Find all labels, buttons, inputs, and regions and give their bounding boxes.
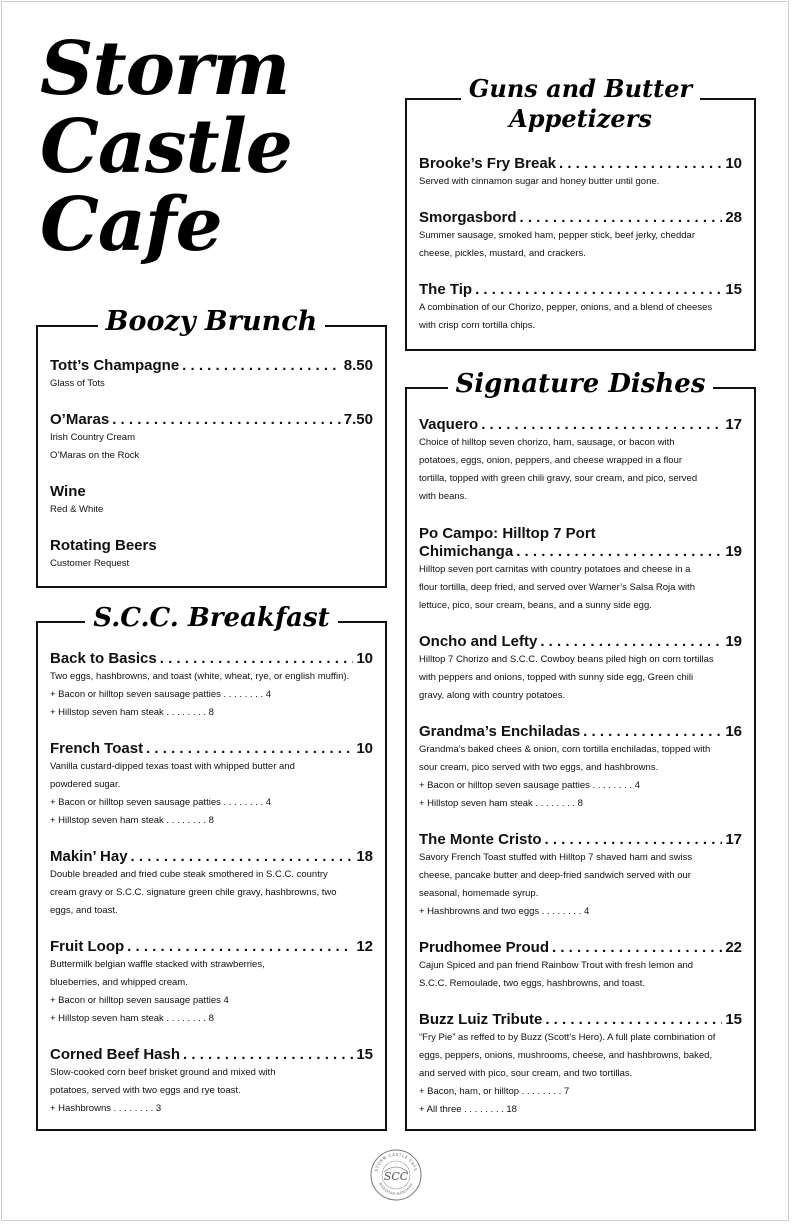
item-price: 17 — [725, 416, 742, 433]
item-addon: + Bacon or hilltop seven sausage patties . . . . . . . . 4 — [419, 780, 641, 791]
item-desc: cream gravy or S.C.C. signature green chile gravy, hashbrowns, two — [50, 887, 337, 898]
item-addon: + Hillstop seven ham steak . . . . . . . . 8 — [50, 1013, 214, 1024]
item-addon: + Hillstop seven ham steak . . . . . . . . 8 — [50, 815, 214, 826]
menu-item — [419, 939, 742, 993]
item-addon: + All three . . . . . . . . 18 — [419, 1104, 517, 1115]
item-desc: potatoes, eggs, onion, peppers, and cheese wrapped in a flour — [419, 455, 683, 466]
item-price: 19 — [725, 543, 742, 560]
item-name: Fruit Loop — [50, 938, 125, 955]
menu-item — [50, 1046, 373, 1118]
menu-item — [419, 1011, 742, 1119]
boozy-brunch-heading: Boozy Brunch — [38, 307, 385, 337]
item-desc: Irish Country Cream — [50, 432, 135, 443]
signature-dishes-heading: Signature Dishes — [407, 369, 754, 399]
item-desc: Choice of hilltop seven chorizo, ham, sausage, or bacon with — [419, 437, 675, 448]
item-desc: flour tortilla, deep fried, and served over Warner’s Salsa Roja with — [419, 582, 695, 593]
item-addon: + Hashbrowns . . . . . . . . 3 — [50, 1103, 162, 1114]
item-desc: with beans. — [419, 491, 468, 502]
menu-item — [50, 740, 373, 830]
item-desc: Two eggs, hashbrowns, and toast (white, wheat, rye, or english muffin). — [50, 671, 350, 682]
item-name: Brooke’s Fry Break — [419, 155, 557, 172]
item-desc: Grandma’s baked chees & onion, corn tortilla enchiladas, topped with — [419, 744, 711, 755]
menu-item — [50, 848, 373, 920]
item-price: 18 — [356, 848, 373, 865]
item-name: Back to Basics — [50, 650, 157, 667]
item-desc: Hilltop 7 Chorizo and S.C.C. Cowboy beans piled high on corn tortillas — [419, 654, 714, 665]
item-price: 12 — [356, 938, 373, 955]
item-desc: Red & White — [50, 504, 104, 515]
item-desc: sour cream, pico served with two eggs, and hashbrowns. — [419, 762, 659, 773]
item-price: 15 — [725, 1011, 742, 1028]
item-price: 10 — [725, 155, 742, 172]
item-price: 15 — [725, 281, 742, 298]
menu-item — [419, 416, 742, 506]
title-line-1: Storm — [40, 26, 290, 112]
item-price: 22 — [725, 939, 742, 956]
item-name: French Toast — [50, 740, 144, 757]
item-desc: and served with pico, sour cream, and two tortillas. — [419, 1068, 633, 1079]
item-desc: gravy, along with country potatoes. — [419, 690, 566, 701]
menu-item — [50, 483, 373, 519]
menu-item — [419, 723, 742, 813]
logo-ring-bottom: BOZEMAN MONTANA — [378, 1182, 414, 1197]
title-line-3: Cafe — [40, 182, 222, 268]
item-price: 10 — [356, 650, 373, 667]
item-price: 10 — [356, 740, 373, 757]
item-name: O’Maras — [50, 411, 110, 428]
title-line-2: Castle — [40, 104, 292, 190]
cafe-title — [40, 26, 292, 268]
item-addon: + Bacon or hilltop seven sausage patties . . . . . . . . 4 — [50, 689, 272, 700]
item-price: 16 — [725, 723, 742, 740]
item-desc: seasonal, homemade syrup. — [419, 888, 539, 899]
item-price: 28 — [725, 209, 742, 226]
item-addon: + Bacon or hilltop seven sausage patties 4 — [50, 995, 229, 1006]
item-name: Buzz Luiz Tribute — [419, 1011, 543, 1028]
boozy-brunch-section — [36, 306, 387, 588]
logo-ring-top: STORM CASTLE CAFE — [373, 1151, 419, 1173]
item-name: Rotating Beers — [50, 537, 157, 554]
item-desc: powdered sugar. — [50, 779, 121, 790]
menu-item — [50, 650, 373, 722]
menu-item — [419, 281, 742, 335]
item-desc: Buttermilk belgian waffle stacked with strawberries, — [50, 959, 265, 970]
scc-logo — [369, 1148, 423, 1202]
menu-item — [419, 633, 742, 705]
item-desc: eggs, peppers, onions, mushrooms, cheese, and hashbrowns, baked, — [419, 1050, 713, 1061]
menu-item — [419, 525, 742, 615]
item-desc: Vanilla custard-dipped texas toast with whipped butter and — [50, 761, 295, 772]
item-desc: Hilltop seven port carnitas with country potatoes and cheese in a — [419, 564, 691, 575]
item-name: Corned Beef Hash — [50, 1046, 181, 1063]
item-addon: + Hillstop seven ham steak . . . . . . . . 8 — [419, 798, 583, 809]
breakfast-section — [36, 603, 387, 1131]
item-desc: A combination of our Chorizo, pepper, onions, and a blend of cheeses — [419, 302, 713, 313]
item-name: Oncho and Lefty — [419, 633, 538, 650]
item-name: Smorgasbord — [419, 209, 517, 226]
item-price: 8.50 — [343, 357, 373, 374]
item-desc: Slow-cooked corn beef brisket ground and mixed with — [50, 1067, 276, 1078]
item-addon: + Hillstop seven ham steak . . . . . . . . 8 — [50, 707, 214, 718]
appetizers-heading — [407, 74, 754, 134]
menu-item — [419, 831, 742, 921]
item-desc: O’Maras on the Rock — [50, 450, 140, 461]
item-name-line-1: Po Campo: Hilltop 7 Port — [419, 525, 596, 542]
item-name: Chimichanga — [419, 543, 514, 560]
item-desc: lettuce, pico, sour cream, beans, and a sunny side egg. — [419, 600, 652, 611]
item-desc: Served with cinnamon sugar and honey butter until gone. — [419, 176, 660, 187]
item-addon: + Bacon or hilltop seven sausage patties . . . . . . . . 4 — [50, 797, 272, 808]
menu-item — [50, 537, 373, 573]
menu-item — [419, 155, 742, 191]
item-desc: eggs, and toast. — [50, 905, 118, 916]
item-desc: Double breaded and fried cube steak smothered in S.C.C. country — [50, 869, 328, 880]
item-desc: with crisp corn tortilla chips. — [419, 320, 536, 331]
menu-item — [50, 411, 373, 465]
item-desc: tortilla, topped with green chili gravy, sour cream, and pico, served — [419, 473, 698, 484]
logo-initials: SCC — [383, 1170, 409, 1183]
appetizers-heading-line-2: Appetizers — [501, 104, 660, 133]
item-name: The Tip — [419, 281, 473, 298]
item-desc: Glass of Tots — [50, 378, 105, 389]
item-price: 7.50 — [343, 411, 373, 428]
breakfast-heading: S.C.C. Breakfast — [38, 603, 385, 633]
item-desc: cheese, pickles, mustard, and crackers. — [419, 248, 586, 259]
item-name: Grandma’s Enchiladas — [419, 723, 581, 740]
menu-item — [419, 209, 742, 263]
appetizers-section — [405, 74, 756, 351]
item-desc: Cajun Spiced and pan friend Rainbow Trout with fresh lemon and — [419, 960, 694, 971]
appetizers-heading-line-1: Guns and Butter — [461, 74, 700, 103]
item-desc: Savory French Toast stuffed with Hilltop 7 shaved ham and swiss — [419, 852, 693, 863]
menu-item — [50, 357, 373, 393]
item-name: Makin’ Hay — [50, 848, 128, 865]
item-name: Vaquero — [419, 416, 479, 433]
item-desc: “Fry Pie” as reffed to by Buzz (Scott’s Hero). A full plate combination of — [419, 1032, 716, 1043]
item-addon: + Hashbrowns and two eggs . . . . . . . . 4 — [419, 906, 590, 917]
item-desc: cheese, pancake butter and deep-fried sandwich served with our — [419, 870, 691, 881]
item-price: 17 — [725, 831, 742, 848]
item-desc: Customer Request — [50, 558, 130, 569]
item-price: 15 — [356, 1046, 373, 1063]
item-desc: Summer sausage, smoked ham, pepper stick, beef jerky, cheddar — [419, 230, 695, 241]
item-name: Tott’s Champagne — [50, 357, 180, 374]
signature-dishes-section — [405, 369, 756, 1131]
item-name: Wine — [50, 483, 86, 500]
item-desc: with peppers and onions, topped with sunny side egg, Green chili — [419, 672, 694, 683]
menu-item — [50, 938, 373, 1028]
item-name: The Monte Cristo — [419, 831, 542, 848]
item-addon: + Bacon, ham, or hilltop . . . . . . . . 7 — [419, 1086, 570, 1097]
item-desc: blueberries, and whipped cream. — [50, 977, 188, 988]
item-desc: potatoes, served with two eggs and rye toast. — [50, 1085, 241, 1096]
item-price: 19 — [725, 633, 742, 650]
item-desc: S.C.C. Remoulade, two eggs, hashbrowns, and toast. — [419, 978, 646, 989]
item-name: Prudhomee Proud — [419, 939, 550, 956]
